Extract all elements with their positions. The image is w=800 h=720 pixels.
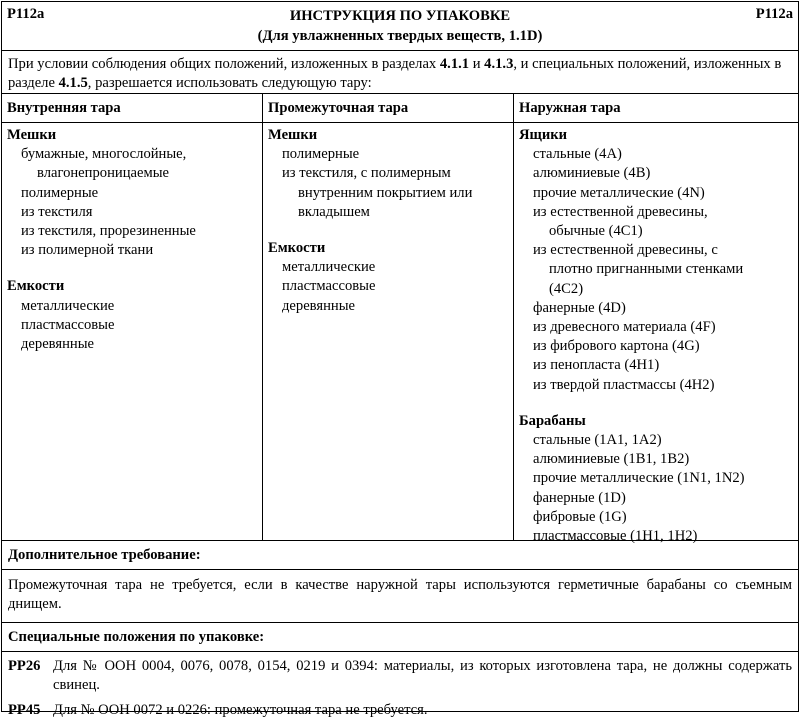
inner-bags-title: Мешки bbox=[7, 127, 57, 143]
section-ref-4-1-5: 4.1.5 bbox=[58, 75, 88, 91]
intro-text-1: При условии соблюдения общих положений, изложенных в разделах bbox=[8, 56, 440, 72]
intro-text-4: , разрешается использовать следующую тару: bbox=[87, 75, 372, 91]
list-item: из текстиля, с полимерным bbox=[282, 165, 451, 182]
column-header-outer: Наружная тара bbox=[513, 94, 798, 123]
instruction-code-right: P112a bbox=[755, 6, 793, 22]
list-item: из древесного материала (4F) bbox=[533, 319, 716, 336]
list-item: (4C2) bbox=[549, 280, 584, 297]
special-provision-pp45 bbox=[2, 695, 798, 720]
list-item: пластмассовые bbox=[282, 278, 376, 295]
additional-requirement-text: Промежуточная тара не требуется, если в качестве наружной тары используются герметичные барабаны со съемным днищем. bbox=[2, 570, 798, 623]
intro-text-3: , и специальных положений, изложенных в разделе bbox=[8, 56, 782, 91]
list-item: стальные (4A) bbox=[533, 146, 622, 163]
provision-code: PP45 bbox=[8, 702, 41, 718]
list-item: влагонепроницаемые bbox=[37, 165, 169, 182]
list-item: из естественной древесины, bbox=[533, 203, 708, 220]
list-item: прочие металлические (4N) bbox=[533, 184, 705, 201]
list-item: из твердой пластмассы (4H2) bbox=[533, 376, 715, 393]
list-item: пластмассовые bbox=[21, 316, 115, 333]
list-item: обычные (4C1) bbox=[549, 223, 643, 240]
instruction-header bbox=[2, 2, 798, 51]
list-item: вкладышем bbox=[298, 203, 370, 220]
title-line-2: (Для увлажненных твердых веществ, 1.1D) bbox=[257, 28, 543, 44]
list-item: алюминиевые (1B1, 1B2) bbox=[533, 451, 690, 468]
list-item: деревянные bbox=[282, 297, 355, 314]
list-item: из естественной древесины, с bbox=[533, 242, 718, 259]
list-item: металлические bbox=[282, 259, 376, 276]
outer-drums-title: Барабаны bbox=[519, 412, 586, 429]
list-item: внутренним покрытием или bbox=[298, 184, 473, 201]
instruction-title bbox=[2, 6, 798, 46]
packing-instruction-document bbox=[1, 1, 799, 718]
intermediate-bags-title: Мешки bbox=[268, 127, 318, 143]
list-item: из текстиля, прорезиненные bbox=[21, 223, 196, 240]
outer-boxes-title: Ящики bbox=[519, 127, 568, 143]
column-header-intermediate: Промежуточная тара bbox=[262, 94, 513, 123]
list-item: плотно пригнанными стенками bbox=[549, 261, 744, 278]
list-item: из текстиля bbox=[21, 203, 93, 220]
list-item: полимерные bbox=[21, 184, 99, 201]
provision-text: Для № ООН 0004, 0076, 0078, 0154, 0219 и 0394: материалы, из которых изготовлена тара, не должны содержать свинец. bbox=[53, 658, 792, 693]
list-item: деревянные bbox=[21, 336, 94, 353]
list-item: полимерные bbox=[282, 146, 360, 163]
column-intermediate bbox=[262, 123, 513, 540]
title-line-1: ИНСТРУКЦИЯ ПО УПАКОВКЕ bbox=[289, 8, 511, 24]
column-header-inner: Внутренняя тара bbox=[2, 94, 262, 123]
instruction-code-left: P112a bbox=[7, 6, 45, 22]
list-item: пластмассовые (1H1, 1H2) bbox=[533, 528, 698, 545]
list-item: фанерные (4D) bbox=[533, 299, 626, 316]
column-inner bbox=[2, 123, 262, 540]
list-item: из полимерной ткани bbox=[21, 242, 154, 259]
column-outer bbox=[513, 123, 798, 545]
list-item: стальные (1A1, 1A2) bbox=[533, 432, 662, 449]
list-item: из пенопласта (4H1) bbox=[533, 357, 660, 374]
intro-paragraph bbox=[2, 51, 798, 94]
list-item: металлические bbox=[21, 297, 115, 314]
list-item: фанерные (1D) bbox=[533, 489, 626, 506]
additional-requirement-section bbox=[2, 540, 798, 623]
additional-requirement-title: Дополнительное требование: bbox=[2, 541, 798, 570]
special-provisions-section bbox=[2, 623, 798, 720]
provision-text: Для № ООН 0072 и 0226: промежуточная тара не требуется. bbox=[53, 702, 428, 718]
list-item: алюминиевые (4B) bbox=[533, 165, 651, 182]
provision-code: PP26 bbox=[8, 658, 41, 674]
list-item: бумажные, многослойные, bbox=[21, 146, 187, 163]
special-provisions-title: Специальные положения по упаковке: bbox=[2, 623, 798, 652]
list-item: прочие металлические (1N1, 1N2) bbox=[533, 470, 745, 487]
intermediate-receptacles-title: Емкости bbox=[268, 240, 326, 257]
packaging-table bbox=[2, 94, 798, 545]
list-item: фибровые (1G) bbox=[533, 508, 627, 525]
special-provision-pp26 bbox=[2, 652, 798, 695]
section-ref-4-1-1: 4.1.1 bbox=[439, 56, 470, 72]
inner-receptacles-title: Емкости bbox=[7, 278, 65, 295]
section-ref-4-1-3: 4.1.3 bbox=[484, 56, 514, 72]
intro-text-2: и bbox=[469, 56, 485, 72]
list-item: из фибрового картона (4G) bbox=[533, 338, 700, 355]
